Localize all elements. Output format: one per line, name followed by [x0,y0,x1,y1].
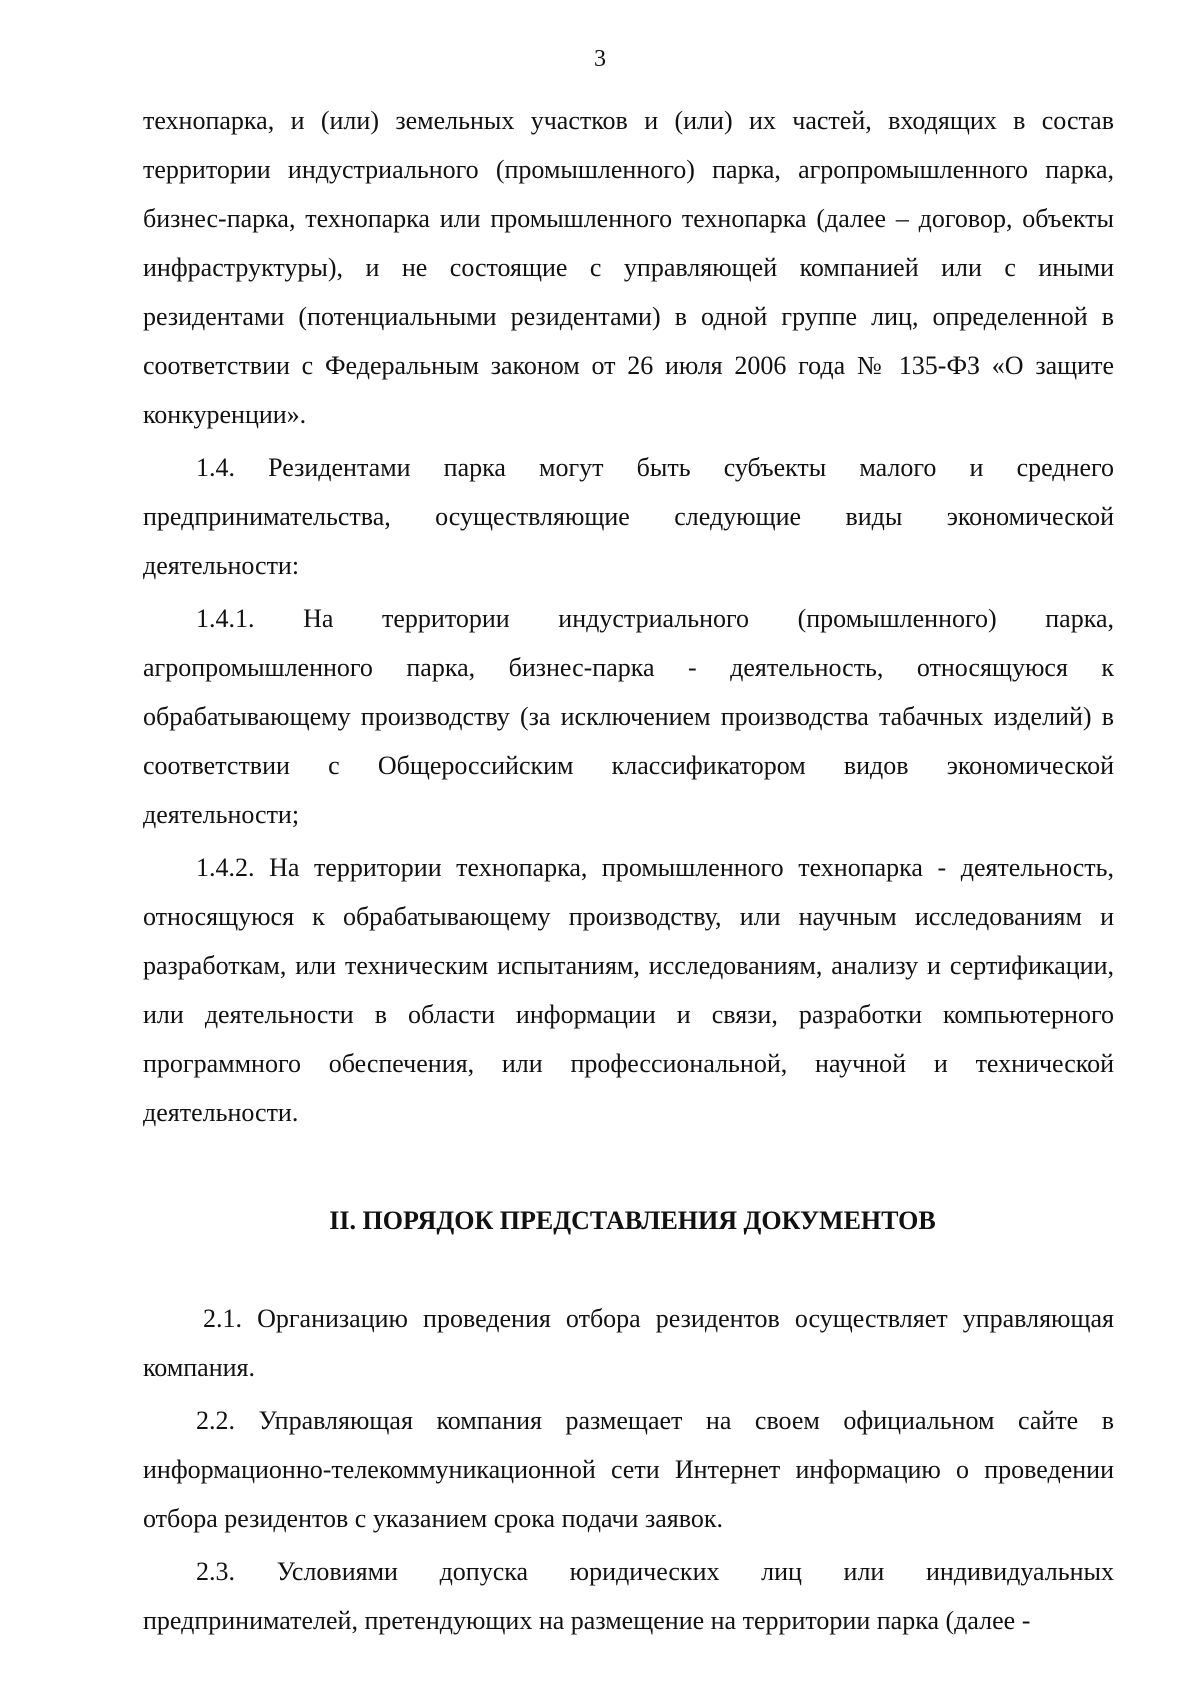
paragraph-1-4-2: 1.4.2. На территории технопарка, промышленного технопарка - деятельность, относящуюся к обрабатывающему производству, или научным исследованиям и разработкам, или техническим испытаниям, исследованиям, анализу и сертификации, или деятельности в области информации и связи, разработки компьютерного программного обеспечения, или профессиональной, научной и технической деятельности. [143,853,1114,1127]
paragraph-continuation: технопарка, и (или) земельных участков и (или) их частей, входящих в состав территории индустриального (промышленного) парка, агропромышленного парка, бизнес-парка, технопарка или промышленного технопарка (далее – договор, объекты инфраструктуры), и не состоящие с управляющей компанией или с иными резидентами (потенциальными резидентами) в одной группе лиц, определенной в соответствии с Федеральным законом от 26 июля 2006 года № 135-ФЗ «О защите конкуренции». [143,106,1114,429]
document-body [143,96,1114,1645]
paragraph-1-4-1: 1.4.1. На территории индустриального (промышленного) парка, агропромышленного парка, бизнес-парка - деятельность, относящуюся к обрабатывающему производству (за исключением производства табачных изделий) в соответствии с Общероссийским классификатором видов экономической деятельности; [143,604,1114,829]
page-number: 3 [594,46,606,72]
paragraph-2-1: 2.1. Организацию проведения отбора резидентов осуществляет управляющая компания. [143,1304,1114,1382]
paragraph-1-4: 1.4. Резидентами парка могут быть субъекты малого и среднего предпринимательства, осуществляющие следующие виды экономической деятельности: [143,453,1114,580]
paragraph-2-3: 2.3. Условиями допуска юридических лиц или индивидуальных предпринимателей, претендующих на размещение на территории парка (далее - [143,1557,1114,1635]
paragraph-2-2: 2.2. Управляющая компания размещает на своем официальном сайте в информационно-телекоммуникационной сети Интернет информацию о проведении отбора резидентов с указанием срока подачи заявок. [143,1406,1114,1533]
section-title: II. ПОРЯДОК ПРЕДСТАВЛЕНИЯ ДОКУМЕНТОВ [329,1206,936,1235]
